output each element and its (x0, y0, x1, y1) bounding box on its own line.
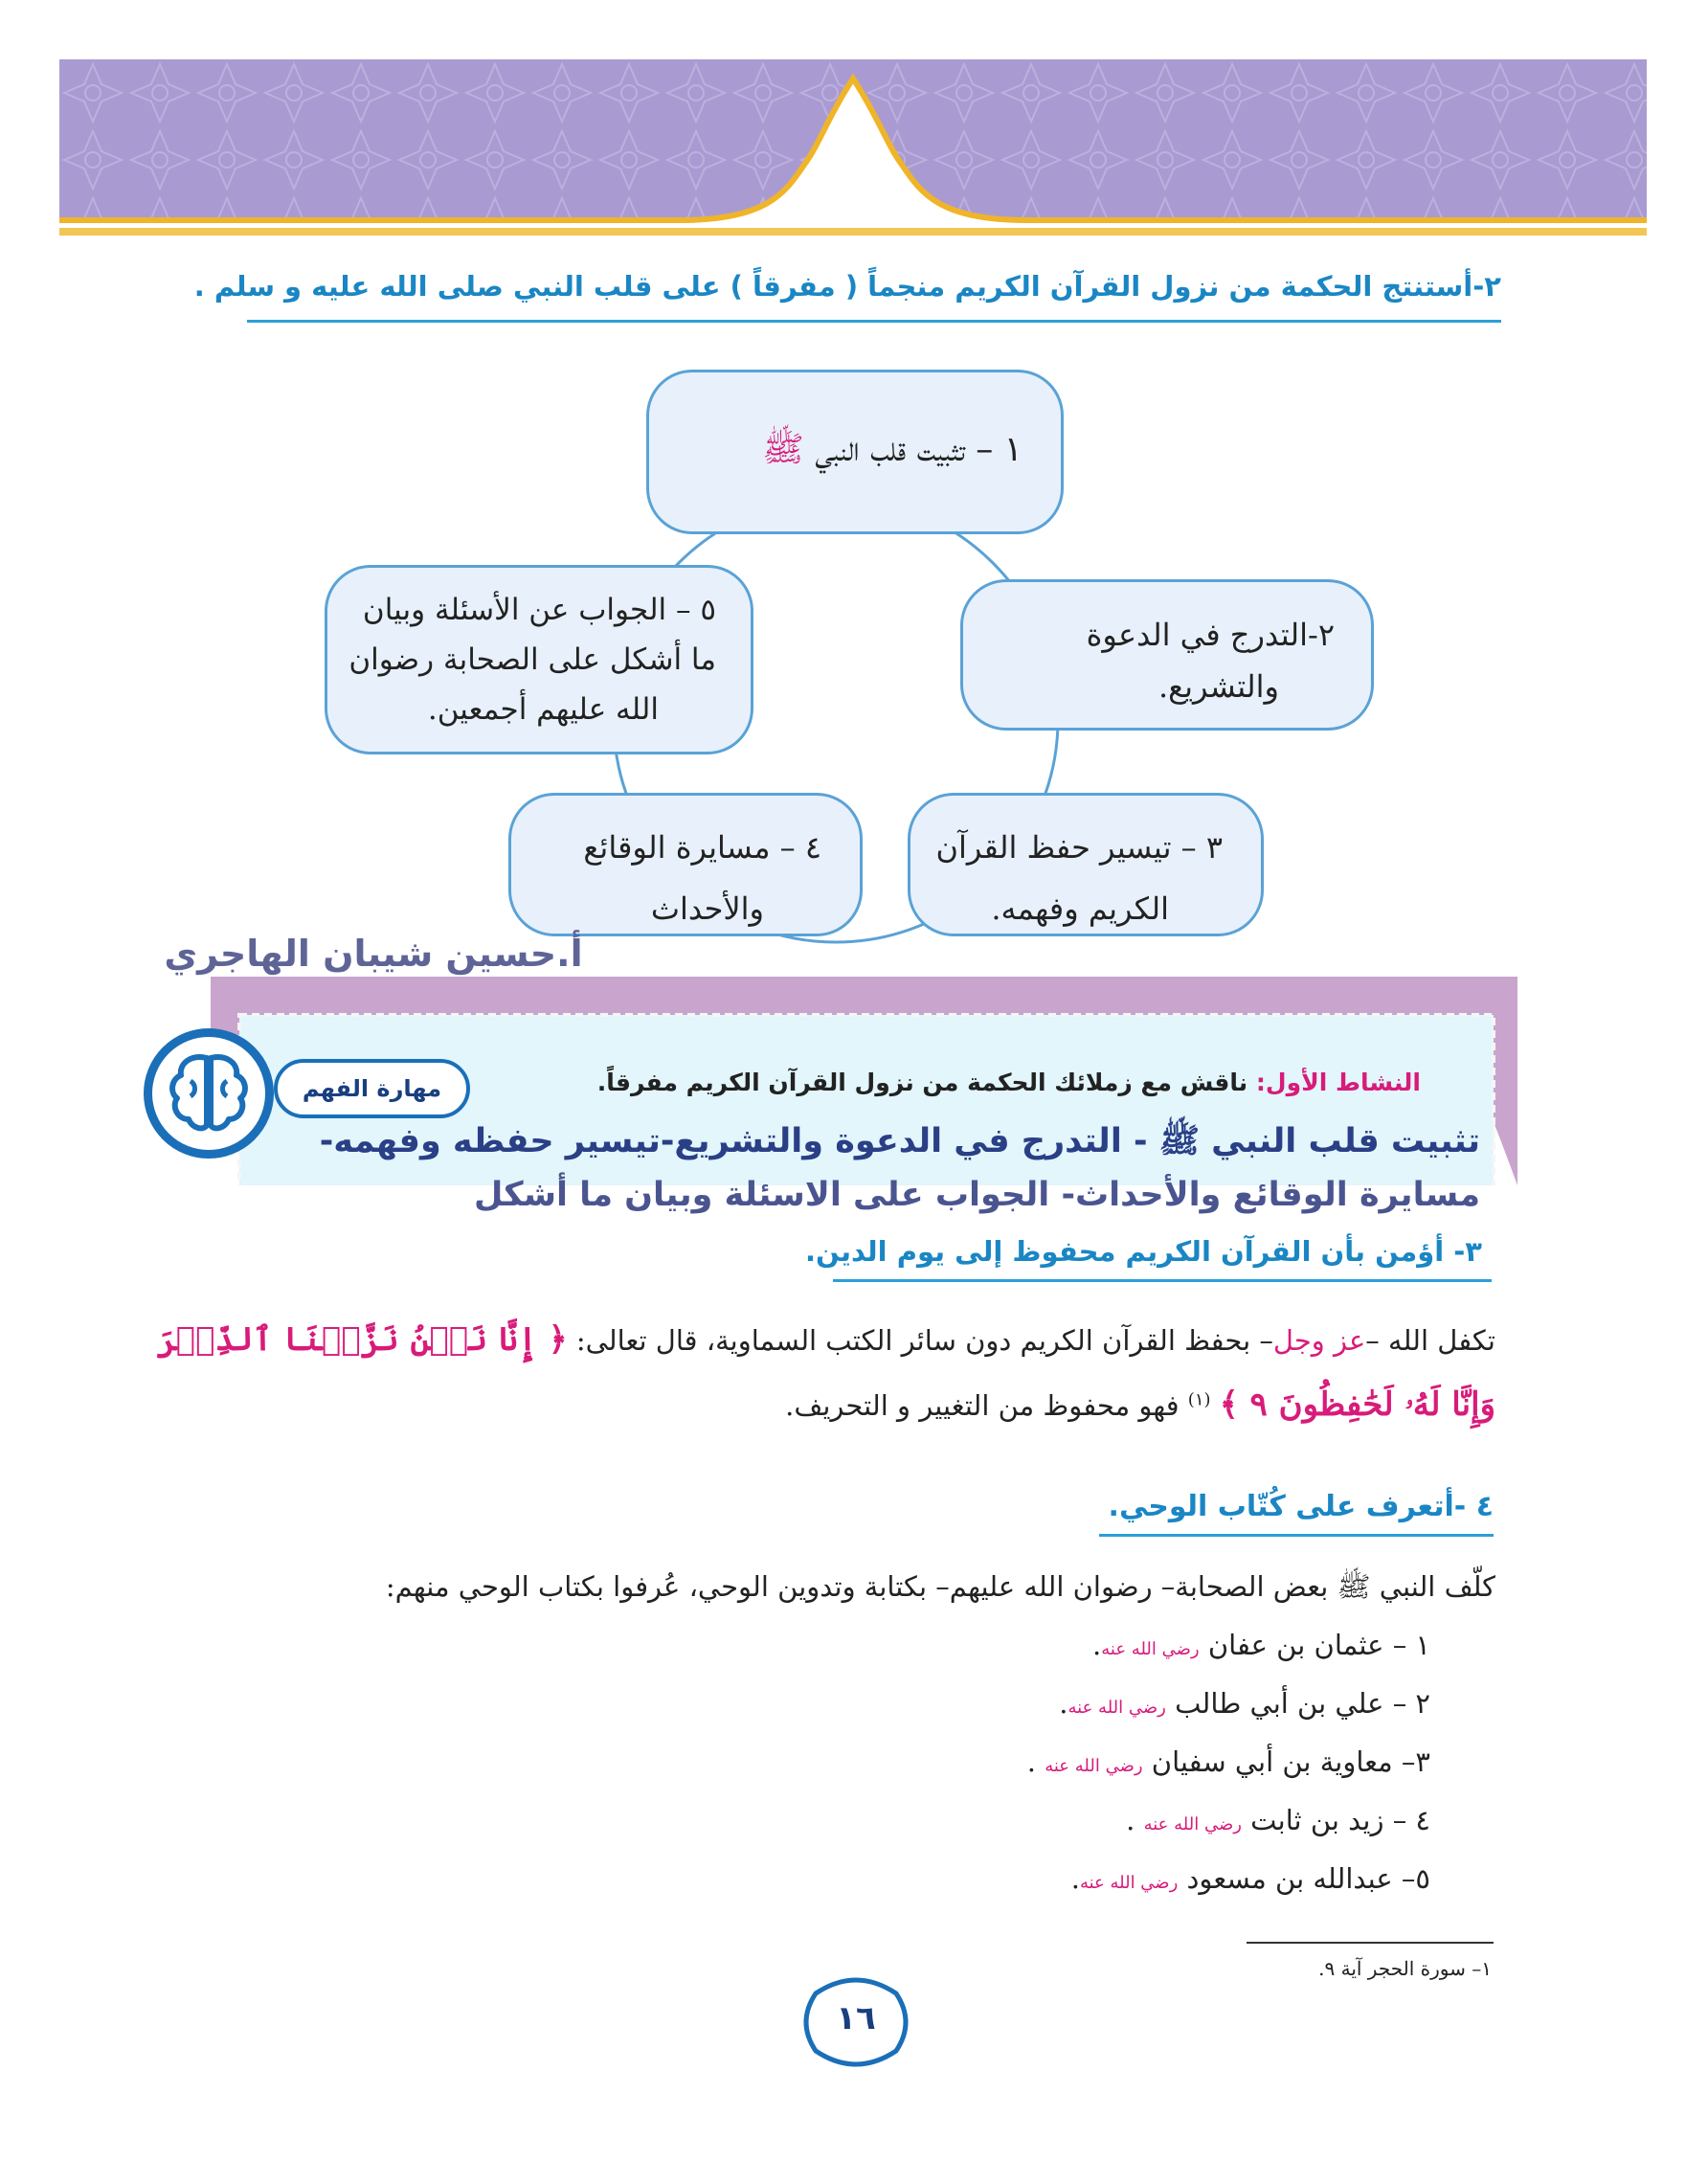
author-name: أ.حسين شيبان الهاجري (164, 933, 583, 975)
activity-answer-line-1: تثبيت قلب النبي ﷺ - التدرج في الدعوة والتشريع-تيسير حفظه وفهمه- (319, 1122, 1480, 1160)
honorific-mark: ﷺ (762, 430, 804, 469)
diagram-node-3 (908, 793, 1264, 936)
section-2-title: ٢-أستنتج الحكمة من نزول القرآن الكريم منجماً ( مفرقاً ) على قلب النبي صلى الله عليه و سلم . (193, 270, 1501, 303)
section-3-title: ٣- أؤمن بأن القرآن الكريم محفوظ إلى يوم الدين. (805, 1235, 1482, 1268)
honorific: رضي الله عنه (1079, 1873, 1179, 1893)
p2-after: فهو محفوظ من التغيير و التحريف. (785, 1389, 1180, 1422)
section-3-underline (833, 1279, 1492, 1282)
diagram-node-4 (508, 793, 863, 936)
verse-part-1: ﴿ إِنَّا نَحۡنُ نَزَّلۡنَا ٱلذِّكۡرَ (156, 1320, 568, 1359)
verse-part-2: وَإِنَّا لَهُۥ لَحَٰفِظُونَ ٩ ﴾ (1219, 1385, 1495, 1424)
honorific: رضي الله عنه (1045, 1756, 1143, 1776)
footnote-rule (1247, 1942, 1494, 1944)
diagram-node-2 (960, 579, 1374, 731)
section-4-title: ٤ -أتعرف على كُتّاب الوحي. (1108, 1490, 1494, 1523)
node-3-line-1: ٣ – تيسير حفظ القرآن (935, 829, 1223, 866)
footnote: ١– سورة الحجر آية ٩. (1318, 1957, 1492, 1980)
node-1-text: ١ – تثبيت قلب النبي (815, 430, 1023, 469)
scribe-item: ٥– عبدالله بن مسعود رضي الله عنه. (1070, 1862, 1430, 1895)
scribe-item: ٤ – زيد بن ثابت رضي الله عنه . (1126, 1804, 1430, 1836)
section-4-underline (1099, 1534, 1494, 1537)
diagram-node-5 (325, 565, 753, 754)
footnote-ref: (١) (1187, 1389, 1211, 1410)
diagram-node-1 (646, 370, 1064, 534)
node-4-line-1: ٤ – مسايرة الوقائع (583, 829, 821, 866)
honorific: رضي الله عنه (1101, 1639, 1200, 1659)
scribe-item: ٣– معاوية بن أبي سفيان رضي الله عنه . (1026, 1745, 1430, 1778)
scribe-item: ١ – عثمان بن عفان رضي الله عنه. (1092, 1629, 1430, 1661)
node-5-line-2: ما أشكل على الصحابة رضوان (348, 642, 716, 677)
node-2-line-1: ٢-التدرج في الدعوة (1086, 617, 1335, 653)
skill-badge-label: مهارة الفهم (302, 1075, 442, 1102)
honorific: رضي الله عنه (1068, 1698, 1166, 1718)
node-5-line-3: الله عليهم أجمعين. (427, 692, 659, 727)
scribes-list (760, 1618, 1430, 1910)
activity-prompt-row (463, 1069, 1421, 1096)
scribe-item: ٢ – علي بن أبي طالب رضي الله عنه. (1059, 1687, 1430, 1720)
p1-before: تكفل الله – (1365, 1324, 1495, 1357)
node-2-line-2: والتشريع. (1157, 668, 1279, 705)
p1-after: – بحفظ القرآن الكريم دون سائر الكتب السماوية، قال تعالى: (575, 1324, 1273, 1357)
activity-prompt: ناقش مع زملائك الحكمة من نزول القرآن الكريم مفرقاً. (596, 1069, 1248, 1096)
section-4-intro: كلّف النبي ﷺ بعض الصحابة– رضوان الله عليهم– بكتابة وتدوين الوحي، عُرفوا بكتاب الوحي منهم: (385, 1570, 1495, 1603)
p1-pink: عز وجل (1272, 1324, 1366, 1357)
section-3-paragraph-line-2 (155, 1384, 1495, 1424)
node-5-line-1: ٥ – الجواب عن الأسئلة وبيان (362, 593, 716, 627)
activity-answer-line-2: مسايرة الوقائع والأحداث- الجواب على الاسئلة وبيان ما أشكل (473, 1176, 1480, 1214)
honorific: رضي الله عنه (1143, 1814, 1242, 1835)
skill-badge (274, 1059, 470, 1118)
node-3-line-2: الكريم وفهمه. (991, 890, 1169, 927)
node-4-line-2: والأحداث (650, 890, 764, 927)
activity-label: النشاط الأول: (1255, 1069, 1421, 1096)
page-number: ١٦ (836, 1999, 876, 2037)
section-3-paragraph-line-1 (155, 1319, 1495, 1359)
